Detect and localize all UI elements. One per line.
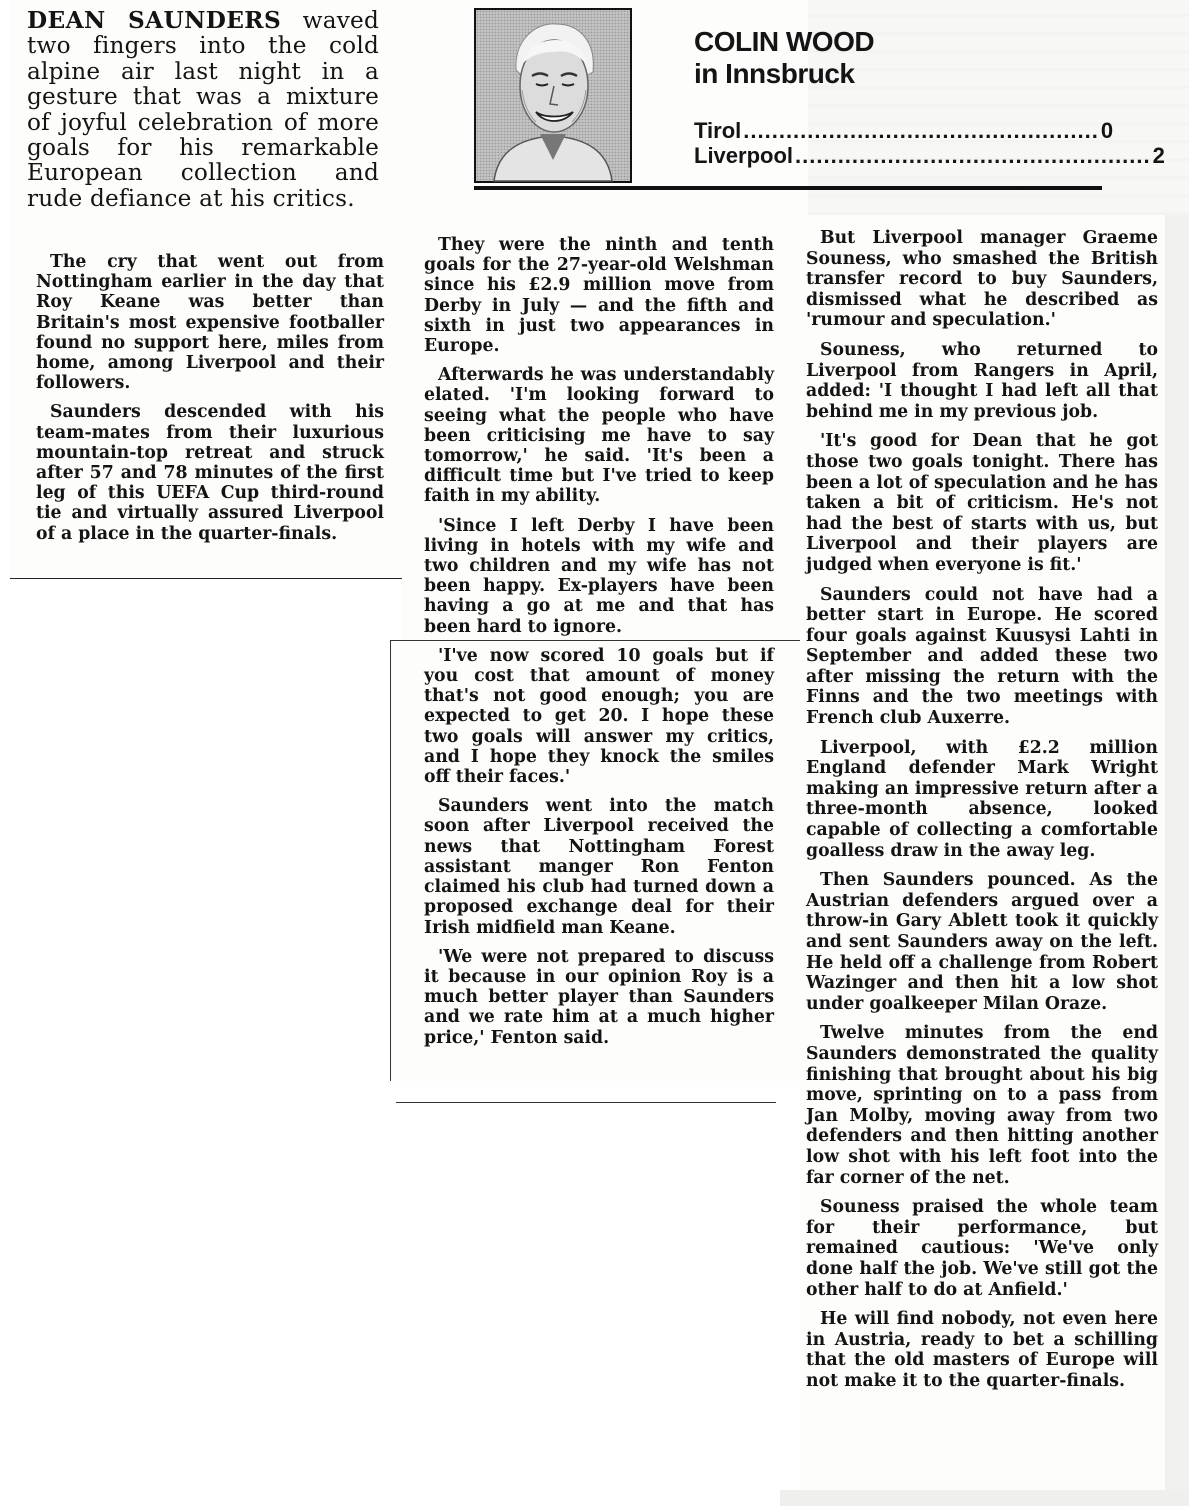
article-paragraph: Saunders went into the match soon after Liverpool received the news that Nottingham Forest assistant manger Ron Fenton claimed his club had turned down a proposed exchange deal for their Irish midfield man Keane. [424, 796, 774, 938]
intro-lead: DEAN SAUNDERS [27, 7, 282, 34]
byline-author: COLIN WOOD [694, 26, 875, 57]
score-team-name: Tirol [694, 118, 742, 143]
article-paragraph: He will find nobody, not even here in Austria, ready to bet a schilling that the old masters of Europe will not make it to the quarter-finals. [806, 1309, 1158, 1391]
score-goals: 0 [1100, 118, 1114, 143]
article-paragraph: Liverpool, with £2.2 million England defender Mark Wright making an impressive return after a three-month absence, looked capable of collecting a comfortable goalless draw in the away leg. [806, 737, 1158, 861]
article-paragraph: 'I've now scored 10 goals but if you cost that amount of money that's not good enough; you are expected to get 20. I hope these two goals will answer my critics, and I hope they knock the smiles off their faces.' [424, 645, 774, 788]
byline-location: in Innsbruck [694, 58, 855, 89]
score-team-name: Liverpool [694, 143, 794, 168]
article-paragraph: 'It's good for Dean that he got those two goals tonight. There has been a lot of speculation and he has taken a bit of criticism. He's not had the best of starts with us, but Liverpool and their players are judged when everyone is fit.' [806, 431, 1158, 575]
clipping-cut-line [396, 1102, 776, 1103]
article-paragraph: Saunders could not have had a better start in Europe. He scored four goals against Kuusysi Lahti in September and added these two after missing the return with the Finns and the two meetings with French club Auxerre. [806, 584, 1158, 729]
article-paragraph: Then Saunders pounced. As the Austrian defenders argued over a throw-in Gary Ablett took it quickly and sent Saunders away on the left. He held off a challenge from Robert Wazinger and then hit a low shot under goalkeeper Milan Oraze. [806, 870, 1158, 1014]
article-paragraph: 'We were not prepared to discuss it because in our opinion Roy is a much better player than Saunders and we rate him at a much higher price,' Fenton said. [424, 946, 774, 1048]
intro-text: waved two fingers into the cold alpine air last night in a gesture that was a mixture of joyful celebration of more goals for his remarkable European collection and rude defiance at his critics. [27, 7, 379, 212]
article-paragraph: Afterwards he was understandably elated. 'I'm looking forward to seeing what the people who have been criticising me have to say tomorrow,' he said. 'It's been a difficult time but I've tried to keep faith in my ability. [424, 365, 774, 507]
article-paragraph: They were the ninth and tenth goals for the 27-year-old Welshman since his £2.9 million move from Derby in July — and the fifth and sixth in just two appearances in Europe. [424, 235, 774, 357]
intro-paragraph [27, 8, 379, 211]
score-leader-dots: .................................................. [743, 118, 1099, 143]
article-paragraph: Souness praised the whole team for their performance, but remained cautious: 'We've only done half the job. We've still got the other half to do at Anfield.' [806, 1197, 1158, 1300]
header-rule [474, 186, 1102, 190]
score-row-home [694, 118, 1114, 144]
author-photo [474, 8, 632, 183]
score-goals: 2 [1152, 143, 1165, 168]
score-leader-dots: .................................................. [795, 143, 1151, 168]
article-column-middle [424, 235, 774, 1057]
scan-edge-right [1165, 215, 1189, 1506]
author-portrait-image [476, 10, 630, 181]
scan-edge-bottom [780, 1490, 1189, 1506]
article-paragraph: Twelve minutes from the end Saunders demonstrated the quality finishing that brought about his big move, sprinting on to a pass from Jan Molby, moving away from two defenders and then hitting another low shot with his left foot into the far corner of the net. [806, 1023, 1158, 1188]
article-paragraph: 'Since I left Derby I have been living in hotels with my wife and two children and my wife has not been happy. Ex-players have been having a go at me and that has been hard to ignore. [424, 515, 774, 637]
article-paragraph: Saunders descended with his team-mates from their luxurious mountain-top retreat and struck after 57 and 78 minutes of the first leg of this UEFA Cup third-round tie and virtually assured Liverpool of a place in the quarter-finals. [36, 402, 384, 544]
article-paragraph: But Liverpool manager Graeme Souness, who smashed the British transfer record to buy Saunders, dismissed what he described as 'rumour and speculation.' [806, 228, 1158, 331]
article-paragraph: The cry that went out from Nottingham earlier in the day that Roy Keane was better than Britain's most expensive footballer found no support here, miles from home, among Liverpool and their followers. [36, 252, 384, 394]
article-column-left [36, 252, 384, 553]
article-column-right [806, 228, 1158, 1400]
article-paragraph: Souness, who returned to Liverpool from Rangers in April, added: 'I thought I had left all that behind me in my previous job. [806, 339, 1158, 422]
score-row-away [694, 143, 1165, 169]
